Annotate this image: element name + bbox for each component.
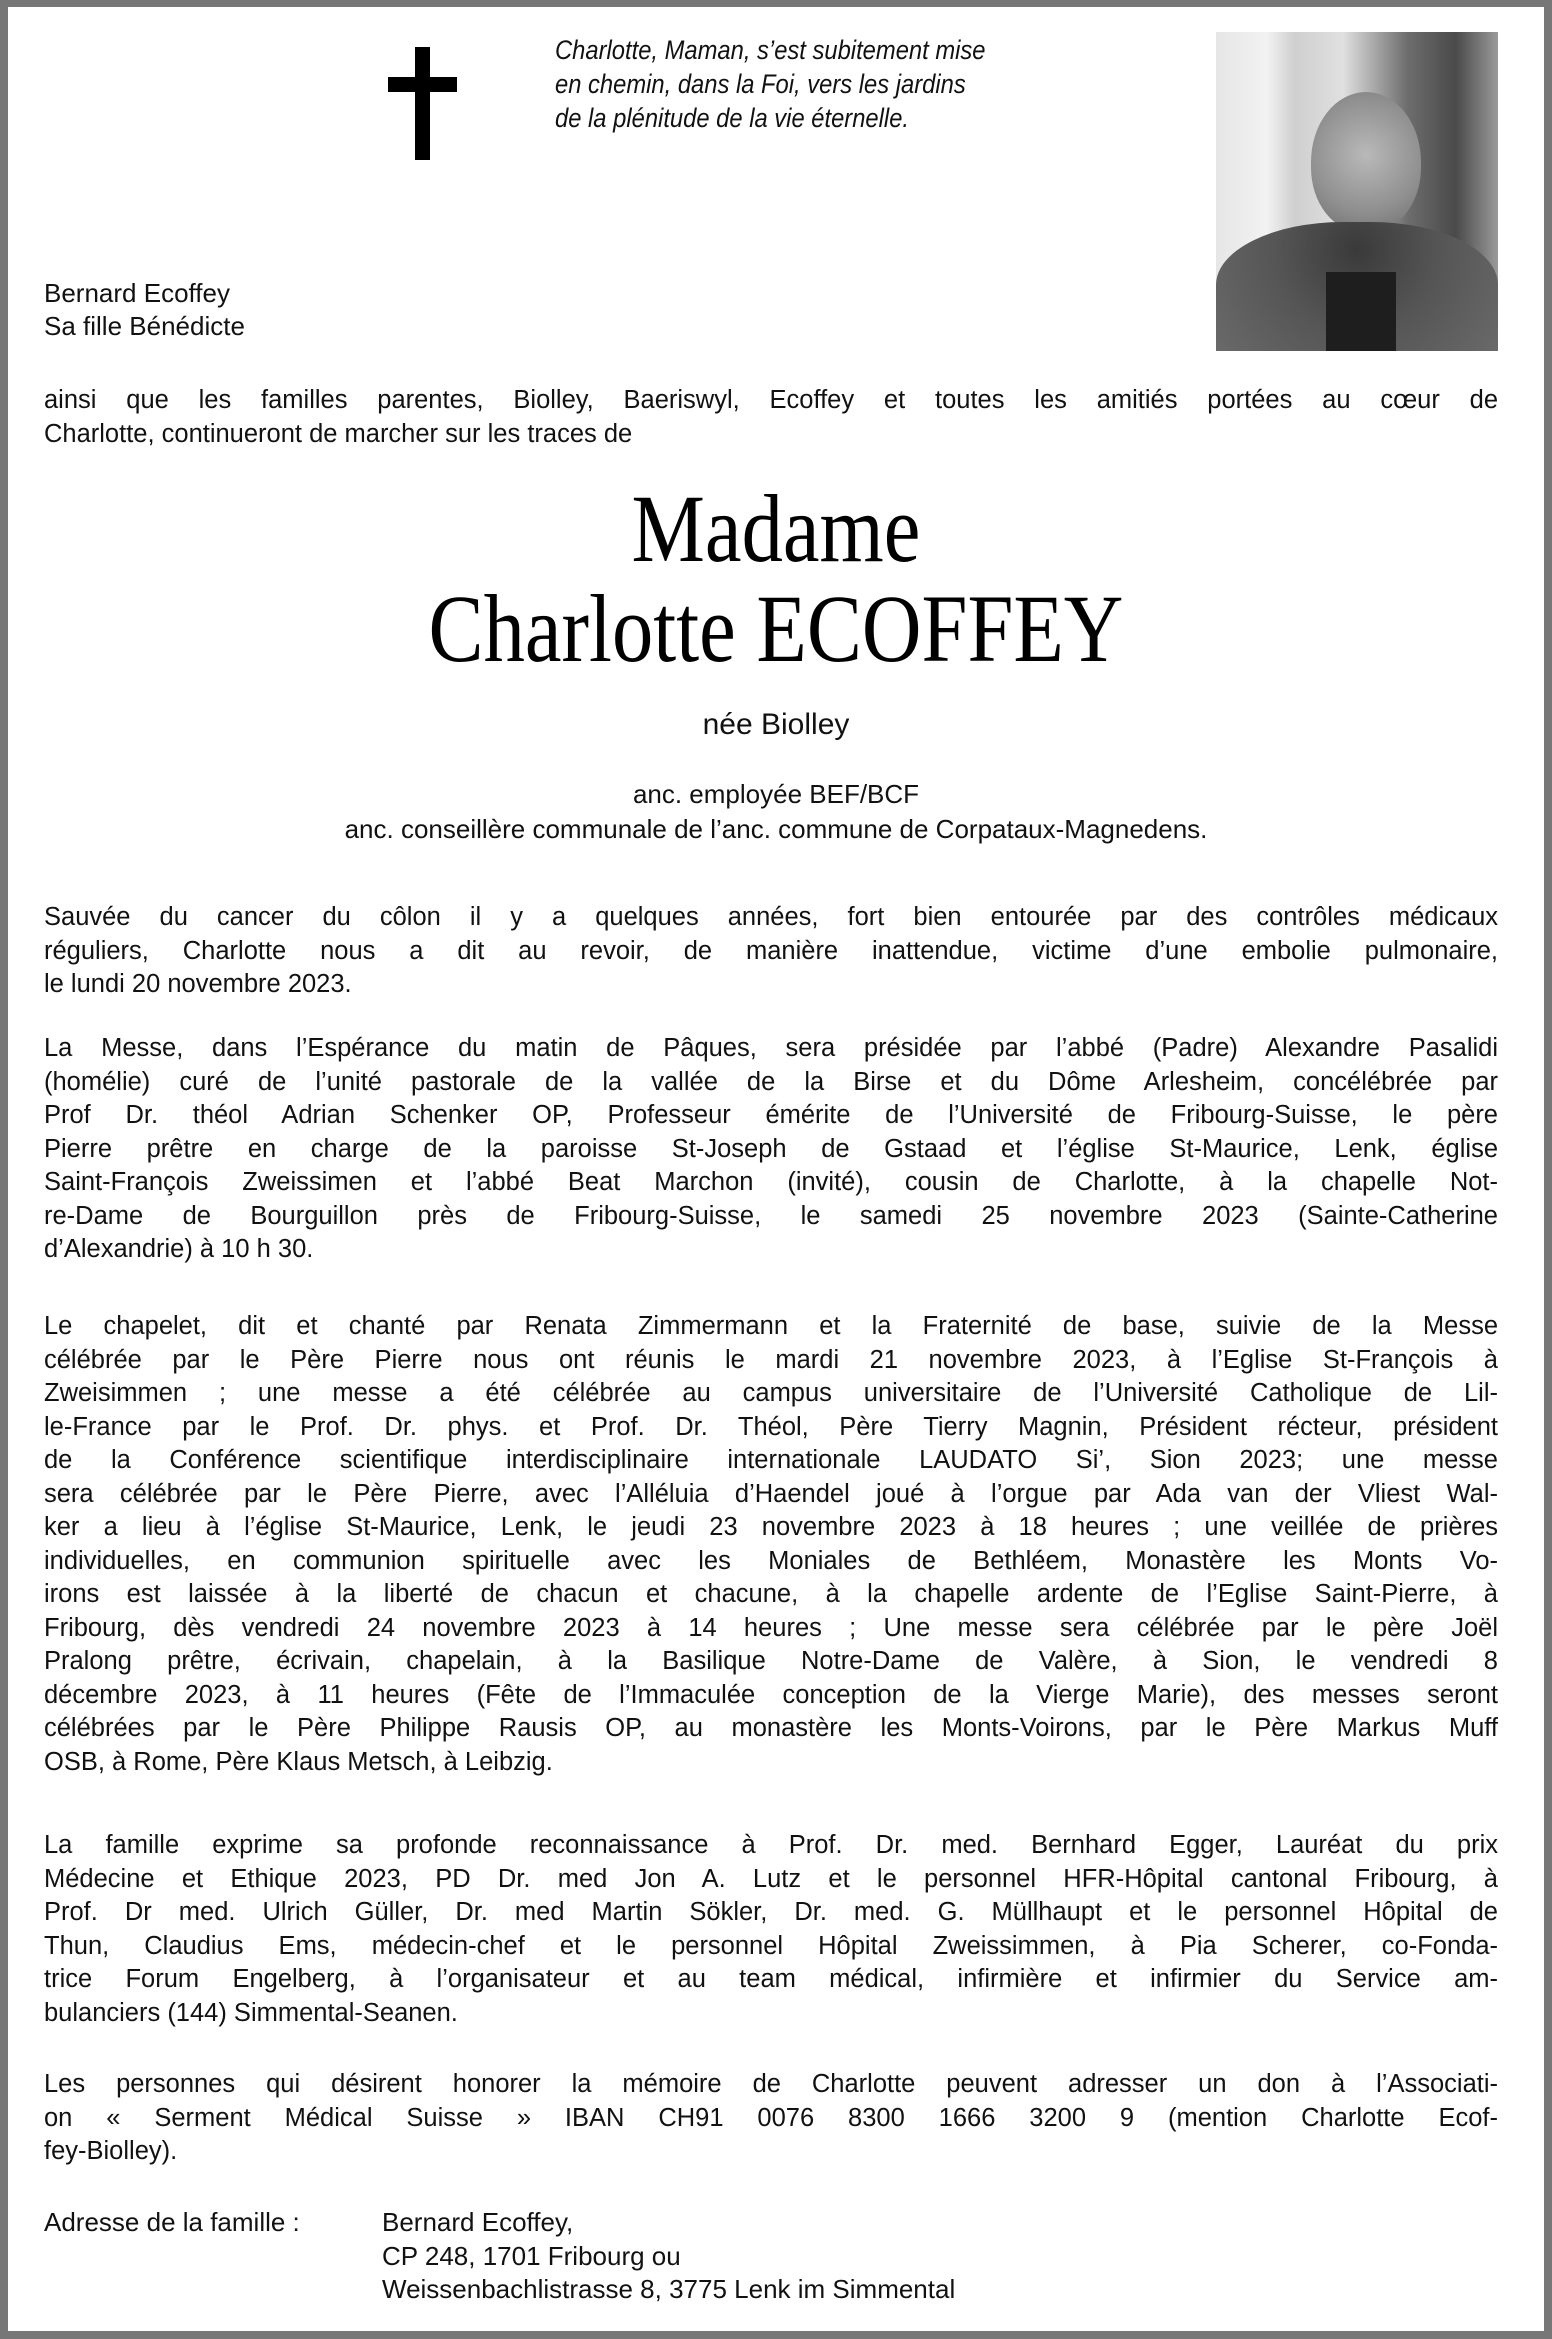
text-line: irons est laissée à la liberté de chacun et chacune, à la chapelle ardente de l’Eglise Saint-Pierre, à bbox=[44, 1580, 1498, 1608]
deceased-name-text: Charlotte ECOFFEY bbox=[428, 575, 1124, 682]
role-line: anc. employée BEF/BCF bbox=[632, 779, 920, 809]
text-line: bulanciers (144) Simmental-Seanen. bbox=[44, 1998, 458, 2027]
text-line: Le chapelet, dit et chanté par Renata Zimmermann et la Fraternité de base, suivie de la Messe bbox=[44, 1312, 1498, 1340]
address-lines bbox=[382, 2206, 955, 2307]
text-line: Charlotte, continueront de marcher sur les traces de bbox=[44, 419, 633, 448]
text-line: célébrée par le Père Pierre nous ont réunis le mardi 21 novembre 2023, à l’Eglise St-François à bbox=[44, 1345, 1498, 1374]
quote-line: Charlotte, Maman, s’est subitement mise bbox=[555, 35, 986, 65]
quote-line: en chemin, dans la Foi, vers les jardins bbox=[555, 69, 966, 99]
epitaph-quote bbox=[555, 33, 1115, 135]
text-line: Zweisimmen ; une messe a été célébrée au campus universitaire de l’Université Catholique de Lil- bbox=[44, 1379, 1498, 1407]
text-line: Prof Dr. théol Adrian Schenker OP, Professeur émérite de l’Université de Fribourg-Suisse, le père bbox=[44, 1101, 1498, 1129]
address-line: CP 248, 1701 Fribourg ou bbox=[382, 2240, 681, 2271]
text-line: Les personnes qui désirent honorer la mémoire de Charlotte peuvent adresser un don à l’Associati- bbox=[44, 2070, 1498, 2098]
text-line: célébrées par le Père Philippe Rausis OP, au monastère les Monts-Voirons, par le Père Markus Muff bbox=[44, 1714, 1498, 1742]
text-line: décembre 2023, à 11 heures (Fête de l’Immaculée conception de la Vierge Marie), des messes seront bbox=[44, 1680, 1498, 1709]
text-line: on « Serment Médical Suisse » IBAN CH91 0076 8300 1666 3200 9 (mention Charlotte Ecof- bbox=[44, 2103, 1498, 2132]
text-line: de la Conférence scientifique interdisciplinaire internationale LAUDATO Si’, Sion 2023; une messe bbox=[44, 1446, 1498, 1474]
portrait-photo bbox=[1216, 32, 1498, 351]
text-line: Pralong prêtre, écrivain, chapelain, à la Basilique Notre-Dame de Valère, à Sion, le vendredi 8 bbox=[44, 1647, 1498, 1675]
photo-head-shape bbox=[1311, 92, 1421, 232]
text-line: Médecine et Ethique 2023, PD Dr. med Jon A. Lutz et le personnel HFR-Hôpital cantonal Fribourg, à bbox=[44, 1864, 1498, 1893]
quote-line: de la plénitude de la vie éternelle. bbox=[555, 103, 910, 133]
obituary-page bbox=[8, 7, 1544, 2331]
cross-vertical-bar bbox=[415, 47, 430, 160]
text-line: individuelles, en communion spirituelle avec les Moniales de Bethléem, Monastère les Monts Vo- bbox=[44, 1546, 1498, 1575]
text-line: La famille exprime sa profonde reconnaissance à Prof. Dr. med. Bernhard Egger, Lauréat du prix bbox=[44, 1831, 1498, 1859]
text-line: OSB, à Rome, Père Klaus Metsch, à Leibzig. bbox=[44, 1747, 553, 1776]
text-line: ker a lieu à l’église St-Maurice, Lenk, le jeudi 23 novembre 2023 à 18 heures ; une veillée de prières bbox=[44, 1513, 1498, 1541]
deceased-name bbox=[8, 577, 1544, 681]
text-line: Sauvée du cancer du côlon il y a quelques années, fort bien entourée par des contrôles médicaux bbox=[44, 903, 1498, 931]
text-line: sera célébrée par le Père Pierre, avec l’Alléluia d’Haendel joué à l’orgue par Ada van der Vliest Wal- bbox=[44, 1479, 1498, 1508]
photo-shirt-shape bbox=[1326, 272, 1396, 351]
paragraph-death bbox=[44, 901, 1498, 1002]
intro-paragraph bbox=[44, 384, 1498, 451]
paragraph-donation bbox=[44, 2068, 1498, 2169]
paragraph-thanks bbox=[44, 1829, 1498, 2030]
family-member: Sa fille Bénédicte bbox=[44, 311, 245, 341]
text-line: réguliers, Charlotte nous a dit au revoir, de manière inattendue, victime d’une embolie pulmonaire, bbox=[44, 936, 1498, 965]
address-label: Adresse de la famille : bbox=[44, 2207, 300, 2237]
text-line: le lundi 20 novembre 2023. bbox=[44, 970, 352, 998]
text-line: Pierre prêtre en charge de la paroisse St-Joseph de Gstaad et l’église St-Maurice, Lenk, église bbox=[44, 1134, 1498, 1163]
text-line: le-France par le Prof. Dr. phys. et Prof. Dr. Théol, Père Tierry Magnin, Président récteur, président bbox=[44, 1412, 1498, 1441]
family-member: Bernard Ecoffey bbox=[44, 278, 230, 308]
text-line: (homélie) curé de l’unité pastorale de la vallée de la Birse et du Dôme Arlesheim, concélébrée par bbox=[44, 1067, 1498, 1096]
address-line: Weissenbachlistrasse 8, 3775 Lenk im Simmental bbox=[382, 2274, 956, 2304]
maiden-name: née Biolley bbox=[702, 708, 850, 741]
text-line: d’Alexandrie) à 10 h 30. bbox=[44, 1235, 314, 1263]
text-line: Prof. Dr med. Ulrich Güller, Dr. med Martin Sökler, Dr. med. G. Müllhaupt et le personnel Hôpital de bbox=[44, 1898, 1498, 1926]
deceased-title bbox=[8, 477, 1544, 581]
text-line: re-Dame de Bourguillon près de Fribourg-Suisse, le samedi 25 novembre 2023 (Sainte-Catherine bbox=[44, 1201, 1498, 1230]
text-line: Fribourg, dès vendredi 24 novembre 2023 à 14 heures ; Une messe sera célébrée par le père Joël bbox=[44, 1613, 1498, 1642]
deceased-roles bbox=[8, 777, 1544, 847]
text-line: fey-Biolley). bbox=[44, 2137, 178, 2165]
role-line: anc. conseillère communale de l’anc. commune de Corpataux-Magnedens. bbox=[344, 814, 1208, 844]
deceased-title-text: Madame bbox=[631, 475, 921, 582]
text-line: La Messe, dans l’Espérance du matin de Pâques, sera présidée par l’abbé (Padre) Alexandre Pasalidi bbox=[44, 1034, 1498, 1062]
text-line: Saint-François Zweissimen et l’abbé Beat Marchon (invité), cousin de Charlotte, à la chapelle Not- bbox=[44, 1168, 1498, 1196]
address-line: Bernard Ecoffey, bbox=[382, 2207, 574, 2237]
paragraph-mass bbox=[44, 1032, 1498, 1267]
text-line: trice Forum Engelberg, à l’organisateur et au team médical, infirmière et infirmier du Service am- bbox=[44, 1965, 1498, 1993]
cross-horizontal-bar bbox=[388, 77, 457, 92]
paragraph-ceremonies bbox=[44, 1310, 1498, 1779]
family-names bbox=[44, 277, 245, 343]
text-line: Thun, Claudius Ems, médecin-chef et le personnel Hôpital Zweissimmen, à Pia Scherer, co-Fonda- bbox=[44, 1931, 1498, 1960]
text-line: ainsi que les familles parentes, Biolley, Baeriswyl, Ecoffey et toutes les amitiés portées au cœur de bbox=[44, 386, 1498, 414]
